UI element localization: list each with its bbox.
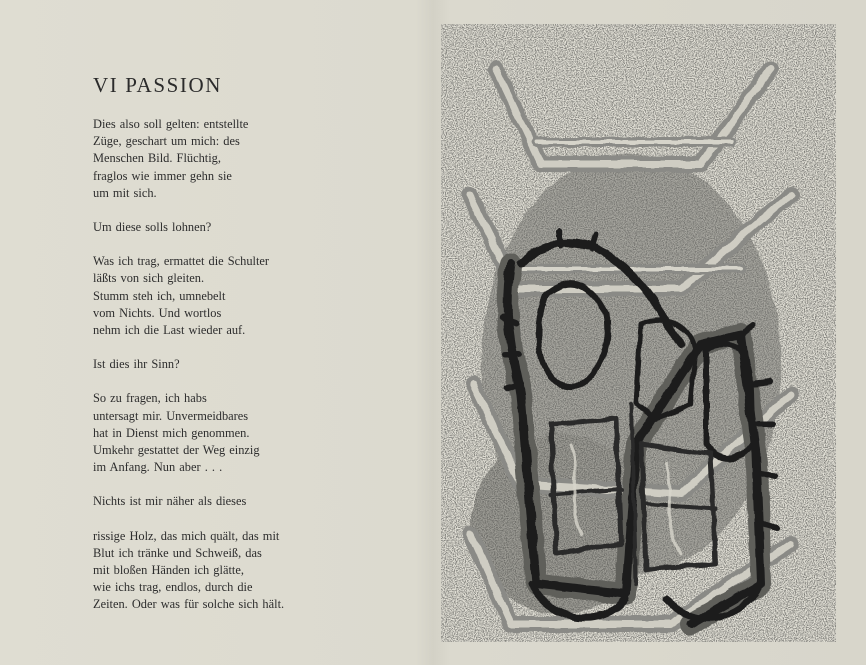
stanza-7 [93,528,393,614]
poem-line: Stumm steh ich, umnebelt [93,288,226,303]
poem-line: Menschen Bild. Flüchtig, [93,151,221,166]
poem-line: Nichts ist mir näher als dieses [93,494,247,509]
stanza-6 [93,493,393,510]
stanza-1 [93,116,393,202]
poem-line: rissige Holz, das mich quält, das mit [93,528,280,543]
etching-image [441,24,836,642]
poem-line: Dies also soll gelten: entstellte [93,117,249,131]
poem-line: um mit sich. [93,185,157,200]
poem-line: läßts von sich gleiten. [93,271,205,286]
poem [93,116,393,631]
poem-line: Um diese solls lohnen? [93,220,212,235]
stanza-5 [93,390,393,476]
poem-line: So zu fragen, ich habs [93,391,207,406]
poem-line: im Anfang. Nun aber . . . [93,460,223,475]
poem-line: wie ichs trag, endlos, durch die [93,580,253,595]
poem-line: Züge, geschart um mich: des [93,134,240,149]
poem-line: Blut ich tränke und Schweiß, das [93,545,262,560]
stanza-4 [93,356,393,373]
poem-line: mit bloßen Händen ich glätte, [93,563,244,578]
poem-line: Umkehr gestattet der Weg einzig [93,443,260,458]
stanza-3 [93,253,393,339]
poem-line: nehm ich die Last wieder auf. [93,323,246,338]
etching-illustration [441,24,836,642]
poem-line: Was ich trag, ermattet die Schulter [93,254,270,269]
stanza-2 [93,219,393,236]
poem-line: untersagt mir. Unvermeidbares [93,408,249,423]
poem-line: Ist dies ihr Sinn? [93,357,180,372]
poem-line: fraglos wie immer gehn sie [93,168,232,183]
page-title: VI PASSION [93,73,223,97]
poem-line: hat in Dienst mich genommen. [93,425,250,440]
poem-line: Zeiten. Oder was für solche sich hält. [93,597,285,612]
poem-line: vom Nichts. Und wortlos [93,305,222,320]
